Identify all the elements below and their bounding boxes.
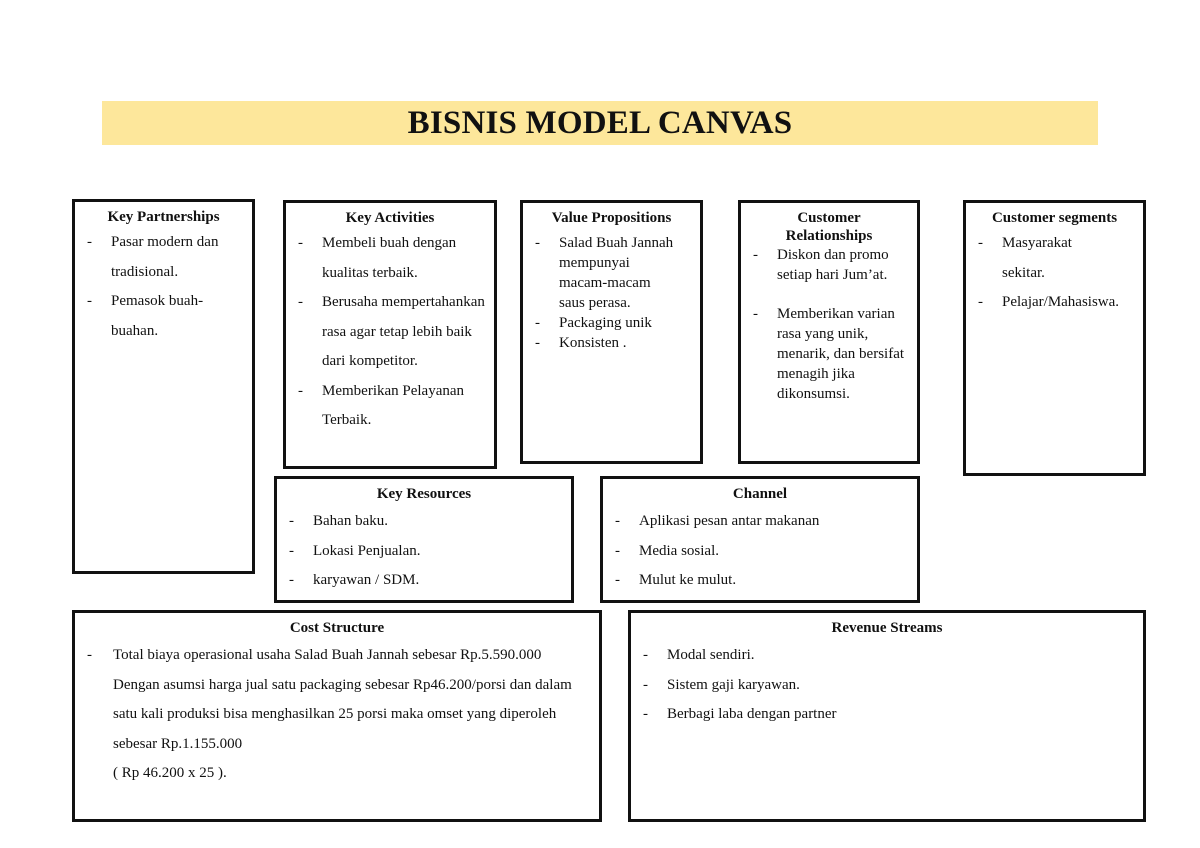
list-item: - Lokasi Penjualan.	[289, 542, 421, 559]
list-item: - Media sosial.	[615, 542, 719, 559]
channel-heading: Channel	[732, 486, 788, 502]
channel-list	[611, 507, 909, 596]
list-item: - Konsisten .	[535, 335, 627, 351]
customer-relationships-box	[738, 200, 920, 464]
key-resources-heading: Key Resources	[376, 486, 472, 502]
cost-calculation: ( Rp 46.200 x 25 ).	[113, 765, 227, 781]
list-item: - Berusaha mempertahankan rasa agar tetap lebih baik dari kompetitor.	[298, 294, 485, 369]
key-resources-list	[285, 507, 563, 596]
channel-box	[600, 476, 920, 603]
customer-segments-box	[963, 200, 1146, 476]
customer-relationships-list	[749, 245, 909, 404]
list-item: - Memberikan varian rasa yang unik, menarik, dan bersifat menagih jika dikonsumsi.	[753, 306, 905, 402]
title-banner	[102, 101, 1098, 145]
list-item: - Modal sendiri.	[643, 647, 755, 663]
value-propositions-box	[520, 200, 703, 464]
value-propositions-list	[531, 233, 692, 353]
revenue-streams-list	[639, 641, 1135, 730]
value-propositions-heading: Value Propositions	[551, 210, 672, 226]
page-title: BISNIS MODEL CANVAS	[407, 104, 793, 141]
list-item: - Memberikan Pelayanan Terbaik.	[298, 382, 465, 428]
key-activities-box	[283, 200, 497, 469]
list-item: - Diskon dan promo setiap hari Jum’at.	[753, 247, 889, 283]
customer-segments-heading: Customer segments	[991, 210, 1118, 226]
customer-segments-list	[974, 229, 1135, 318]
cost-structure-box	[72, 610, 602, 822]
key-resources-box	[274, 476, 574, 603]
list-item: - Masyarakat sekitar.	[978, 235, 1072, 281]
cost-structure-list	[83, 641, 591, 789]
list-item: - Membeli buah dengan kualitas terbaik.	[298, 235, 457, 281]
key-partnerships-heading: Key Partnerships	[107, 209, 220, 225]
list-item: - Bahan baku.	[289, 513, 388, 529]
revenue-streams-box	[628, 610, 1146, 822]
key-partnerships-list	[83, 228, 244, 346]
list-item: - karyawan / SDM.	[289, 572, 420, 588]
revenue-streams-heading: Revenue Streams	[831, 620, 943, 636]
key-partnerships-box	[72, 199, 255, 574]
customer-relationships-heading: Customer Relationships	[785, 210, 873, 244]
list-item: - Salad Buah Jannah mempunyai macam-macam saus perasa.	[535, 235, 674, 311]
cost-structure-heading: Cost Structure	[289, 620, 385, 636]
list-item: - Sistem gaji karyawan.	[643, 676, 800, 693]
list-item: - Pelajar/Mahasiswa.	[978, 294, 1120, 310]
list-item: - Total biaya operasional usaha Salad Buah Jannah sebesar Rp.5.590.000 Dengan asumsi harga jual satu packaging sebesar Rp46.200/porsi dan dalam satu kali produksi bisa menghasilkan 25 porsi maka omset yang diperoleh sebesar Rp.1.155.000	[87, 647, 572, 752]
key-activities-list	[294, 229, 486, 436]
list-item: - Mulut ke mulut.	[615, 572, 737, 588]
list-item: - Pemasok buah-buahan.	[87, 293, 204, 339]
list-item: - Aplikasi pesan antar makanan	[615, 513, 820, 529]
list-item: - Packaging unik	[535, 315, 652, 331]
key-activities-heading: Key Activities	[345, 210, 435, 226]
list-item: - Berbagi laba dengan partner	[643, 706, 837, 722]
list-item: - Pasar modern dan tradisional.	[87, 234, 219, 280]
